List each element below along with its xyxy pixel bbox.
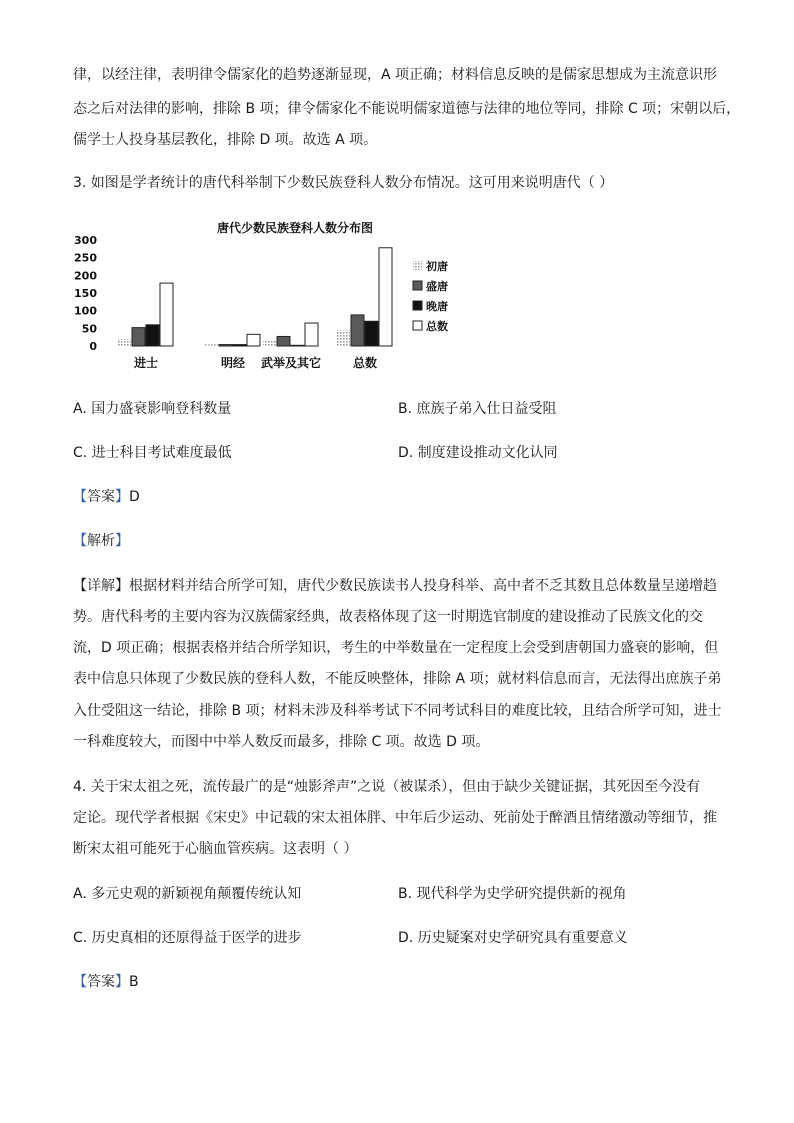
bar-总数-进士 [160, 283, 173, 346]
legend-label: 总数 [426, 320, 448, 333]
bar-盛唐-明经 [219, 345, 232, 346]
bar-chart [70, 215, 470, 380]
q4-option-b[interactable]: B. 现代科学为史学研究提供新的视角 [398, 886, 627, 902]
legend-label: 初唐 [426, 260, 448, 273]
bar-盛唐-进士 [132, 328, 145, 346]
bar-初唐-武举及其它 [263, 341, 276, 346]
question-4-stem: 4. 关于宋太祖之死，流传最广的是“烛影斧声”之说（被谋杀），但由于缺少关键证据，其死因至今没有 [73, 779, 701, 795]
legend-label: 盛唐 [426, 280, 448, 293]
bar-晚唐-进士 [146, 325, 159, 346]
q4-option-d[interactable]: D. 历史疑案对史学研究具有重要意义 [398, 930, 628, 946]
legend-swatch [413, 301, 422, 310]
bar-初唐-明经 [205, 344, 218, 346]
question-3-stem: 3. 如图是学者统计的唐代科举制下少数民族登科人数分布情况。这可用来说明唐代（ ） [73, 175, 614, 191]
q3-option-a[interactable]: A. 国力盛衰影响登科数量 [73, 401, 232, 417]
q3-answer: 【答案】D [73, 489, 140, 505]
analysis-line: 态之后对法律的影响，排除 B 项；律令儒家化不能说明儒家道德与法律的地位等同，排除 C 项；宋朝以后， [73, 101, 741, 117]
bar-盛唐-总数 [351, 315, 364, 346]
analysis-line: 律，以经注律，表明律令儒家化的趋势逐渐显现，A 项正确；材料信息反映的是儒家思想成为主流意识形 [73, 67, 718, 83]
y-tick-label: 250 [74, 251, 97, 265]
q3-detail-line: 流，D 项正确；根据表格并结合所学知识，考生的中举数量在一定程度上会受到唐朝国力盛衰的影响，但 [73, 640, 719, 656]
bar-初唐-总数 [337, 330, 350, 346]
x-tick-label: 进士 [133, 356, 159, 370]
q4-answer: 【答案】B [73, 974, 139, 990]
analysis-line: 儒学士人投身基层教化，排除 D 项。故选 A 项。 [73, 132, 378, 148]
q3-option-c[interactable]: C. 进士科目考试难度最低 [73, 445, 232, 461]
q4-option-a[interactable]: A. 多元史观的新颖视角颠覆传统认知 [73, 886, 302, 902]
bar-总数-武举及其它 [305, 323, 318, 346]
bar-晚唐-总数 [365, 321, 378, 346]
question-4-stem: 断宋太祖可能死于心脑血管疾病。这表明（ ） [73, 841, 358, 857]
legend-swatch [413, 321, 422, 330]
bar-初唐-进士 [118, 339, 131, 346]
bar-总数-总数 [379, 248, 392, 346]
y-tick-label: 200 [74, 269, 97, 283]
bar-盛唐-武举及其它 [277, 336, 290, 346]
y-tick-label: 50 [81, 322, 97, 336]
x-tick-label: 总数 [352, 356, 378, 370]
question-4-stem: 定论。现代学者根据《宋史》中记载的宋太祖体胖、中年后少运动、死前处于醉酒且情绪激动等细节，推 [73, 810, 717, 826]
q3-detail-line: 【详解】根据材料并结合所学可知，唐代少数民族读书人投身科举、高中者不乏其数且总体数量呈递增趋 [73, 578, 717, 594]
legend-label: 晚唐 [426, 300, 448, 313]
q3-analysis-heading: 【解析】 [73, 533, 129, 549]
x-tick-label: 明经 [220, 356, 246, 370]
bar-晚唐-武举及其它 [291, 345, 304, 346]
y-tick-label: 0 [89, 340, 97, 353]
q3-detail-line: 表中信息只体现了少数民族的登科人数，不能反映整体，排除 A 项；就材料信息而言，无法得出庶族子弟 [73, 671, 722, 687]
y-tick-label: 300 [74, 234, 97, 247]
legend-swatch [413, 261, 422, 270]
q3-option-b[interactable]: B. 庶族子弟入仕日益受阻 [398, 401, 557, 417]
q3-option-d[interactable]: D. 制度建设推动文化认同 [398, 445, 558, 461]
q3-detail-line: 势。唐代科考的主要内容为汉族儒家经典，故表格体现了这一时期选官制度的建设推动了民族文化的交 [73, 609, 703, 625]
bar-总数-明经 [247, 334, 260, 346]
q3-detail-line: 一科难度较大，而图中中举人数反而最多，排除 C 项。故选 D 项。 [73, 734, 490, 750]
chart-title: 唐代少数民族登科人数分布图 [216, 221, 374, 235]
q4-option-c[interactable]: C. 历史真相的还原得益于医学的进步 [73, 930, 302, 946]
bar-晚唐-明经 [233, 345, 246, 346]
y-tick-label: 100 [74, 304, 97, 318]
x-tick-label: 武举及其它 [260, 356, 322, 370]
q3-detail-line: 入仕受阻这一结论，排除 B 项；材料未涉及科举考试下不同考试科目的难度比较，且结合所学可知，进士 [73, 703, 722, 719]
legend-swatch [413, 281, 422, 290]
y-tick-label: 150 [74, 287, 97, 300]
